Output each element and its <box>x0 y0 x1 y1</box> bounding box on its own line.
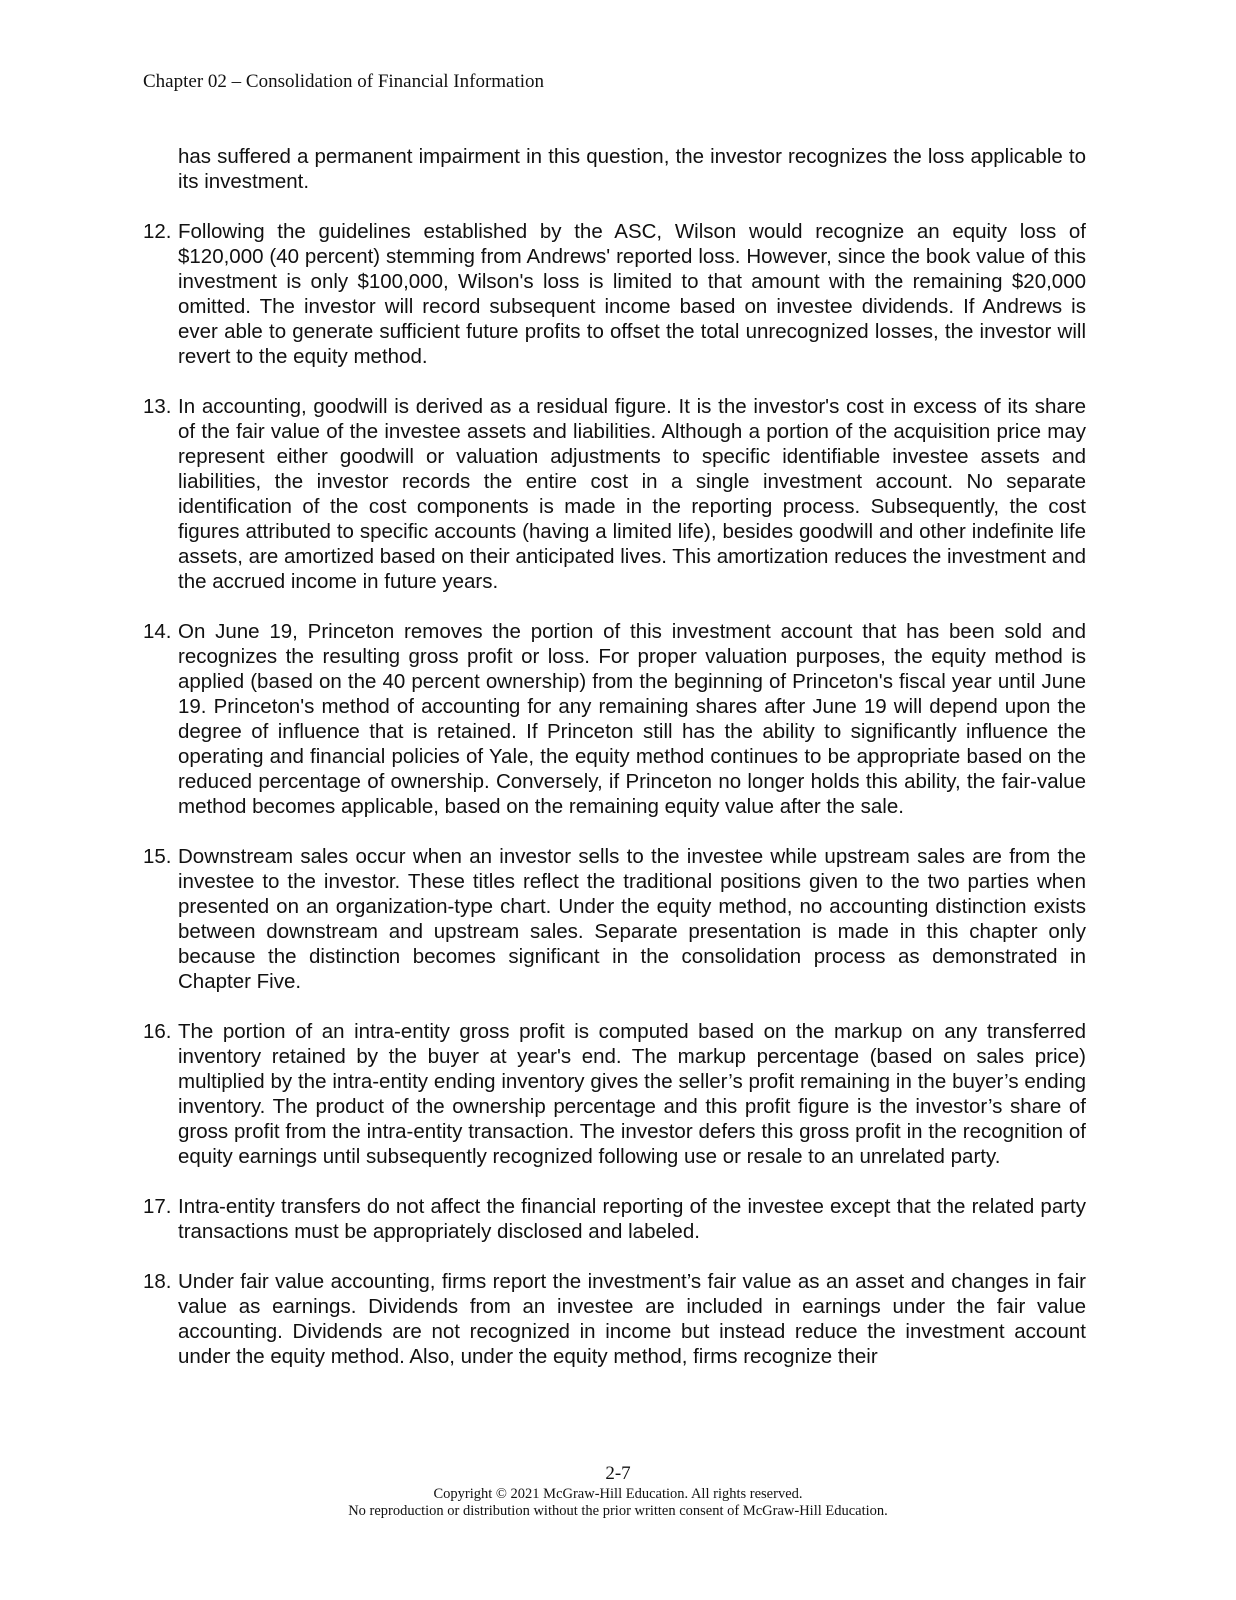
copyright-line: Copyright © 2021 McGraw-Hill Education. All rights reserved. <box>433 1486 803 1502</box>
item-text: Intra-entity transfers do not affect the financial reporting of the investee except that the related party transactions must be appropriately disclosed and labeled. <box>178 1195 1086 1243</box>
continued-paragraph: has suffered a permanent impairment in this question, the investor recognizes the loss applicable to its investment. <box>178 145 1086 193</box>
page-content <box>143 144 1086 1369</box>
item-number: 13. <box>143 395 172 418</box>
item-text: The portion of an intra-entity gross profit is computed based on the markup on any transferred inventory retained by the buyer at year's end. The markup percentage (based on sales price) multiplied by the intra-entity ending inventory gives the seller’s profit remaining in the buyer’s ending inventory. The product of the ownership percentage and this profit figure is the investor’s share of gross profit from the intra-entity transaction. The investor defers this gross profit in the recognition of equity earnings until subsequently recognized following use or resale to an unrelated party. <box>178 1020 1086 1168</box>
page-footer <box>0 1462 1236 1520</box>
item-text: Following the guidelines established by the ASC, Wilson would recognize an equity loss of $120,000 (40 percent) stemming from Andrews' reported loss. However, since the book value of this investment is only $100,000, Wilson's loss is limited to that amount with the remaining $20,000 omitted. The investor will record subsequent income based on investee dividends. If Andrews is ever able to generate sufficient future profits to offset the total unrecognized losses, the investor will revert to the equity method. <box>178 220 1086 368</box>
item-number: 18. <box>143 1270 172 1293</box>
item-text: On June 19, Princeton removes the portion of this investment account that has been sold and recognizes the resulting gross profit or loss. For proper valuation purposes, the equity method is applied (based on the 40 percent ownership) from the beginning of Princeton's fiscal year until June 19. Princeton's method of accounting for any remaining shares after June 19 will depend upon the degree of influence that is retained. If Princeton still has the ability to significantly influence the operating and financial policies of Yale, the equity method continues to be appropriate based on the reduced percentage of ownership. Conversely, if Princeton no longer holds this ability, the fair-value method becomes applicable, based on the remaining equity value after the sale. <box>178 620 1086 818</box>
page-number: 2-7 <box>605 1463 631 1484</box>
item-number: 14. <box>143 620 172 643</box>
item-number: 16. <box>143 1020 172 1043</box>
item-number: 15. <box>143 845 172 868</box>
list-item-17 <box>143 1194 1086 1244</box>
list-item-12 <box>143 219 1086 369</box>
list-item-16 <box>143 1019 1086 1169</box>
item-text: Under fair value accounting, firms report the investment’s fair value as an asset and changes in fair value as earnings. Dividends from an investee are included in earnings under the fair value accounting. Dividends are not recognized in income but instead reduce the investment account under the equity method. Also, under the equity method, firms recognize their <box>178 1270 1086 1368</box>
chapter-header: Chapter 02 – Consolidation of Financial Information <box>143 71 545 92</box>
item-number: 12. <box>143 220 172 243</box>
list-item-15 <box>143 844 1086 994</box>
item-text: In accounting, goodwill is derived as a residual figure. It is the investor's cost in excess of its share of the fair value of the investee assets and liabilities. Although a portion of the acquisition price may represent either goodwill or valuation adjustments to specific identifiable investee assets and liabilities, the investor records the entire cost in a single investment account. No separate identification of the cost components is made in the reporting process. Subsequently, the cost figures attributed to specific accounts (having a limited life), besides goodwill and other indefinite life assets, are amortized based on their anticipated lives. This amortization reduces the investment and the accrued income in future years. <box>178 395 1086 593</box>
list-item-13 <box>143 394 1086 594</box>
reproduction-notice: No reproduction or distribution without the prior written consent of McGraw-Hill Education. <box>348 1503 888 1519</box>
list-item-18 <box>143 1269 1086 1369</box>
item-number: 17. <box>143 1195 172 1218</box>
list-item-14 <box>143 619 1086 819</box>
item-text: Downstream sales occur when an investor sells to the investee while upstream sales are from the investee to the investor. These titles reflect the traditional positions given to the two parties when presented on an organization-type chart. Under the equity method, no accounting distinction exists between downstream and upstream sales. Separate presentation is made in this chapter only because the distinction becomes significant in the consolidation process as demonstrated in Chapter Five. <box>178 845 1086 993</box>
